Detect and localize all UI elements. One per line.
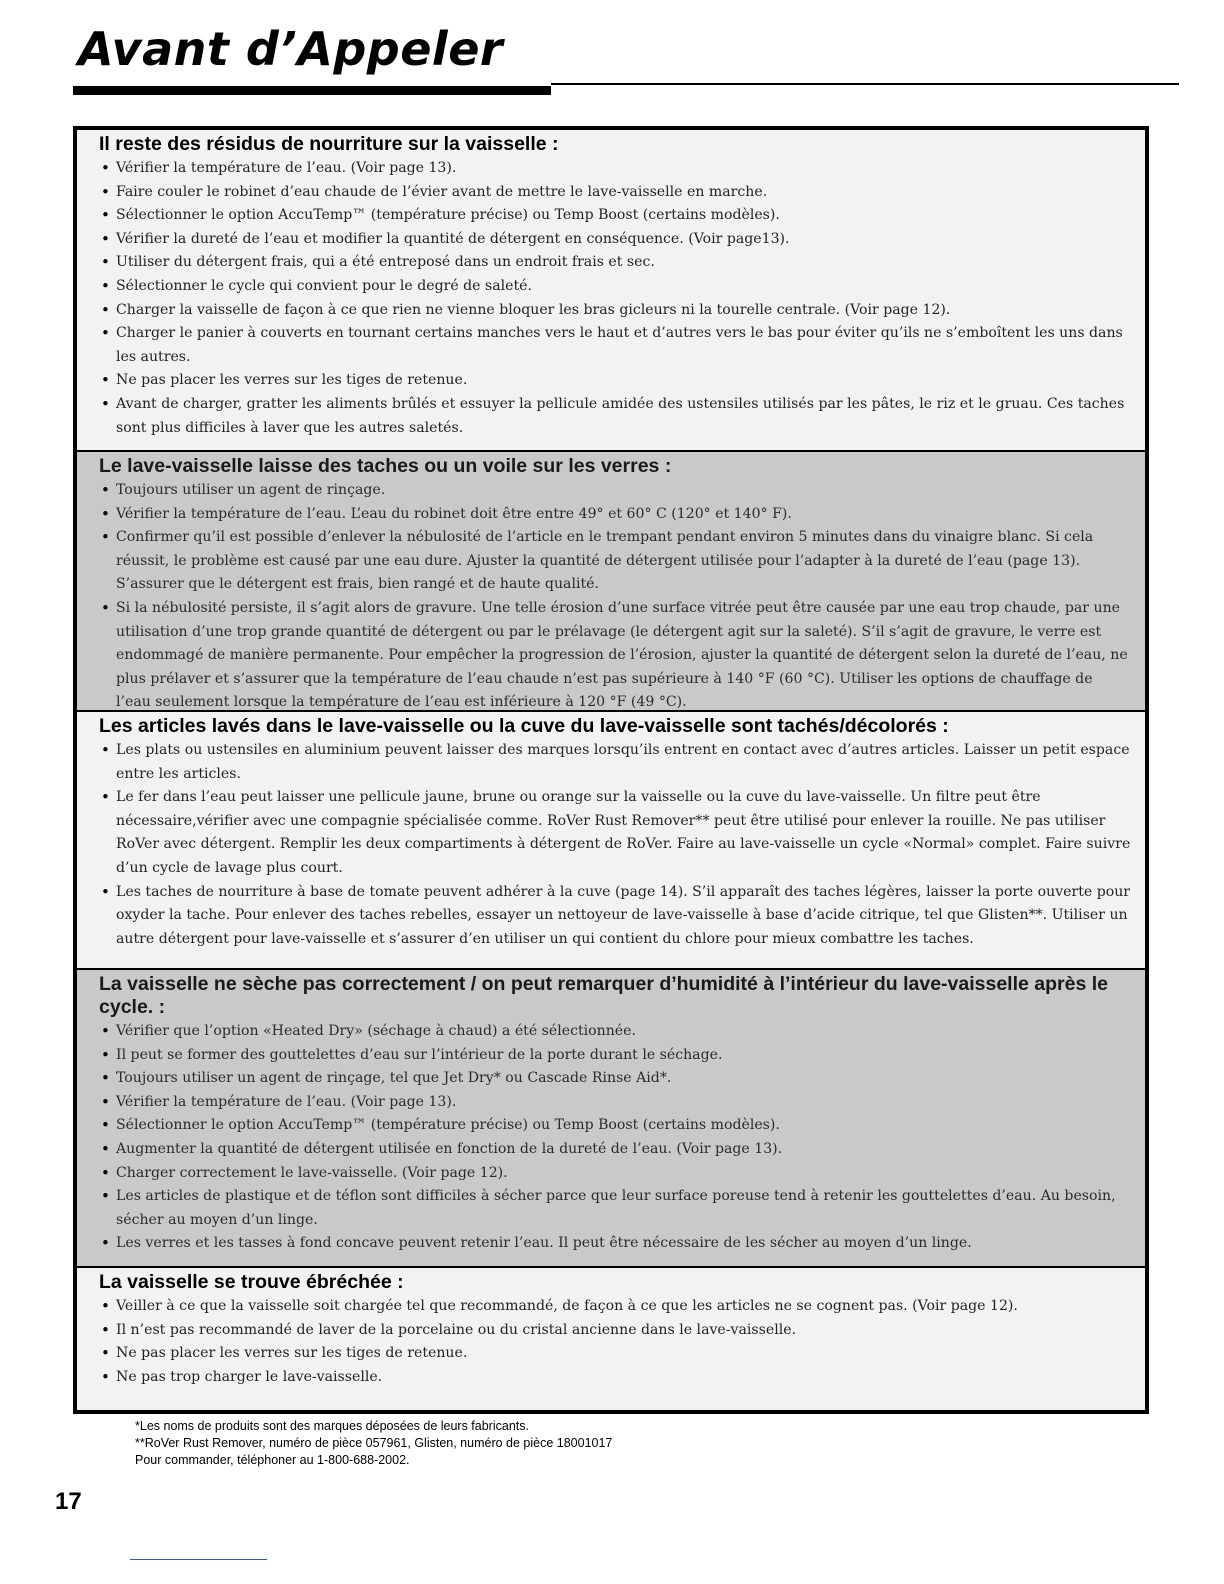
section-list	[99, 739, 1131, 951]
bullet-item: • Ne pas trop charger le lave-vaisselle.	[99, 1366, 1131, 1390]
bullet-item: • Faire couler le robinet d’eau chaude de l’évier avant de mettre le lave-vaisselle en marche.	[99, 181, 1131, 205]
bullet-item: • Vérifier que l’option «Heated Dry» (séchage à chaud) a été sélectionnée.	[99, 1020, 1131, 1044]
bullet-item: • Sélectionner le cycle qui convient pour le degré de saleté.	[99, 275, 1131, 299]
bullet-item: • Charger correctement le lave-vaisselle. (Voir page 12).	[99, 1162, 1131, 1186]
bullet-item: • Avant de charger, gratter les aliments brûlés et essuyer la pellicule amidée des ustensiles utilisés par les pâtes, le riz et le gruau. Ces taches sont plus difficiles à laver que les autres saletés.	[99, 393, 1131, 440]
footnotes	[135, 1418, 612, 1469]
section-list	[99, 1020, 1131, 1256]
title-rule-thick	[73, 86, 551, 95]
section-heading: Les articles lavés dans le lave-vaisselle ou la cuve du lave-vaisselle sont tachés/décolorés :	[99, 715, 949, 737]
page-number: 17	[55, 1488, 82, 1515]
bullet-item: • Vérifier la dureté de l’eau et modifier la quantité de détergent en conséquence. (Voir page13).	[99, 228, 1131, 252]
bullet-item: • Vérifier la température de l’eau. (Voir page 13).	[99, 157, 1131, 181]
section-list	[99, 157, 1131, 440]
bullet-item: • Utiliser du détergent frais, qui a été entreposé dans un endroit frais et sec.	[99, 251, 1131, 275]
bullet-item: • Augmenter la quantité de détergent utilisée en fonction de la dureté de l’eau. (Voir page 13).	[99, 1138, 1131, 1162]
bullet-item: • Ne pas placer les verres sur les tiges de retenue.	[99, 369, 1131, 393]
section-stained-items	[77, 710, 1145, 968]
bullet-item: • Toujours utiliser un agent de rinçage, tel que Jet Dry* ou Cascade Rinse Aid*.	[99, 1067, 1131, 1091]
section-chipped	[77, 1266, 1145, 1410]
bullet-item: • Toujours utiliser un agent de rinçage.	[99, 479, 1131, 503]
section-heading: La vaisselle se trouve ébréchée :	[99, 1271, 404, 1293]
section-drying	[77, 968, 1145, 1266]
bullet-item: • Confirmer qu’il est possible d’enlever la nébulosité de l’article en le trempant pendant environ 5 minutes dans du vinaigre blanc. Si cela réussit, le problème est causé par une eau dure. Ajuster la quantité de détergent utilisée pour l’adapter à la dureté de l’eau (page 13). S’assurer que le détergent est frais, bien rangé et de haute qualité.	[99, 526, 1131, 597]
bullet-item: • Les plats ou ustensiles en aluminium peuvent laisser des marques lorsqu’ils entrent en contact avec d’autres articles. Laisser un petit espace entre les articles.	[99, 739, 1131, 786]
bullet-item: • Les verres et les tasses à fond concave peuvent retenir l’eau. Il peut être nécessaire de les sécher au moyen d’un linge.	[99, 1232, 1131, 1256]
bullet-item: • Le fer dans l’eau peut laisser une pellicule jaune, brune ou orange sur la vaisselle ou la cuve du lave-vaisselle. Un filtre peut être nécessaire,vérifier avec une compagnie spécialisée comme. RoVer Rust Remover** peut être utilisé pour enlever la rouille. Ne pas utiliser RoVer avec détergent. Remplir les deux compartiments à détergent de RoVer. Faire au lave-vaisselle un cycle «Normal» complet. Faire suivre d’un cycle de lavage plus court.	[99, 786, 1131, 880]
bullet-item: • Il peut se former des gouttelettes d’eau sur l’intérieur de la porte durant le séchage.	[99, 1044, 1131, 1068]
bullet-item: • Sélectionner le option AccuTemp™ (température précise) ou Temp Boost (certains modèles).	[99, 204, 1131, 228]
section-heading: La vaisselle ne sèche pas correctement / on peut remarquer d’humidité à l’intérieur du lave-vaisselle après le cycle. :	[99, 973, 1108, 1018]
bullet-item: • Sélectionner le option AccuTemp™ (température précise) ou Temp Boost (certains modèles).	[99, 1114, 1131, 1138]
section-food-residue	[77, 130, 1145, 450]
bottom-link-line	[130, 1559, 267, 1560]
bullet-item: • Il n’est pas recommandé de laver de la porcelaine ou du cristal ancienne dans le lave-vaisselle.	[99, 1319, 1131, 1343]
section-list	[99, 1295, 1131, 1389]
bullet-item: • Les articles de plastique et de téflon sont difficiles à sécher parce que leur surface poreuse tend à retenir les gouttelettes d’eau. Au besoin, sécher au moyen d’un linge.	[99, 1185, 1131, 1232]
page-title: Avant d’Appeler	[78, 22, 504, 76]
bullet-item: • Ne pas placer les verres sur les tiges de retenue.	[99, 1342, 1131, 1366]
bullet-item: • Les taches de nourriture à base de tomate peuvent adhérer à la cuve (page 14). S’il apparaît des taches légères, laisser la porte ouverte pour oxyder la tache. Pour enlever des taches rebelles, essayer un nettoyeur de lave-vaisselle à base d’acide citrique, tel que Glisten**. Utiliser un autre détergent pour lave-vaisselle et s’assurer d’en utiliser un qui contient du chlore pour mieux combattre les taches.	[99, 881, 1131, 952]
bullet-item: • Charger le panier à couverts en tournant certains manches vers le haut et d’autres vers le bas pour éviter qu’ils ne s’emboîtent les uns dans les autres.	[99, 322, 1131, 369]
footnote: Pour commander, téléphoner au 1-800-688-2002.	[135, 1453, 410, 1467]
bullet-item: • Vérifier la température de l’eau. L’eau du robinet doit être entre 49° et 60° C (120° et 140° F).	[99, 503, 1131, 527]
bullet-item: • Vérifier la température de l’eau. (Voir page 13).	[99, 1091, 1131, 1115]
title-rule-thin	[551, 83, 1179, 85]
bullet-item: • Charger la vaisselle de façon à ce que rien ne vienne bloquer les bras gicleurs ni la tourelle centrale. (Voir page 12).	[99, 299, 1131, 323]
section-heading: Il reste des résidus de nourriture sur la vaisselle :	[99, 133, 559, 155]
section-heading: Le lave-vaisselle laisse des taches ou un voile sur les verres :	[99, 455, 672, 477]
section-list	[99, 479, 1131, 715]
footnote: **RoVer Rust Remover, numéro de pièce 057961, Glisten, numéro de pièce 18001017	[135, 1436, 613, 1450]
section-spots-film	[77, 450, 1145, 710]
footnote: *Les noms de produits sont des marques déposées de leurs fabricants.	[135, 1419, 529, 1433]
bullet-item: • Si la nébulosité persiste, il s’agit alors de gravure. Une telle érosion d’une surface vitrée peut être causée par une eau trop chaude, par une utilisation d’une trop grande quantité de détergent ou par le prélavage (le détergent agit sur la saleté). S’il s’agit de gravure, le verre est endommagé de manière permanente. Pour empêcher la progression de l’érosion, ajuster la quantité de détergent selon la dureté de l’eau, ne plus prélaver et s’assurer que la température de l’eau chaude n’est pas supérieure à 140 °F (60 °C). Utiliser les options de chauffage de l’eau seulement lorsque la température de l’eau est inférieure à 120 °F (49 °C).	[99, 597, 1131, 715]
bullet-item: • Veiller à ce que la vaisselle soit chargée tel que recommandé, de façon à ce que les articles ne se cognent pas. (Voir page 12).	[99, 1295, 1131, 1319]
troubleshooting-box	[73, 126, 1149, 1414]
